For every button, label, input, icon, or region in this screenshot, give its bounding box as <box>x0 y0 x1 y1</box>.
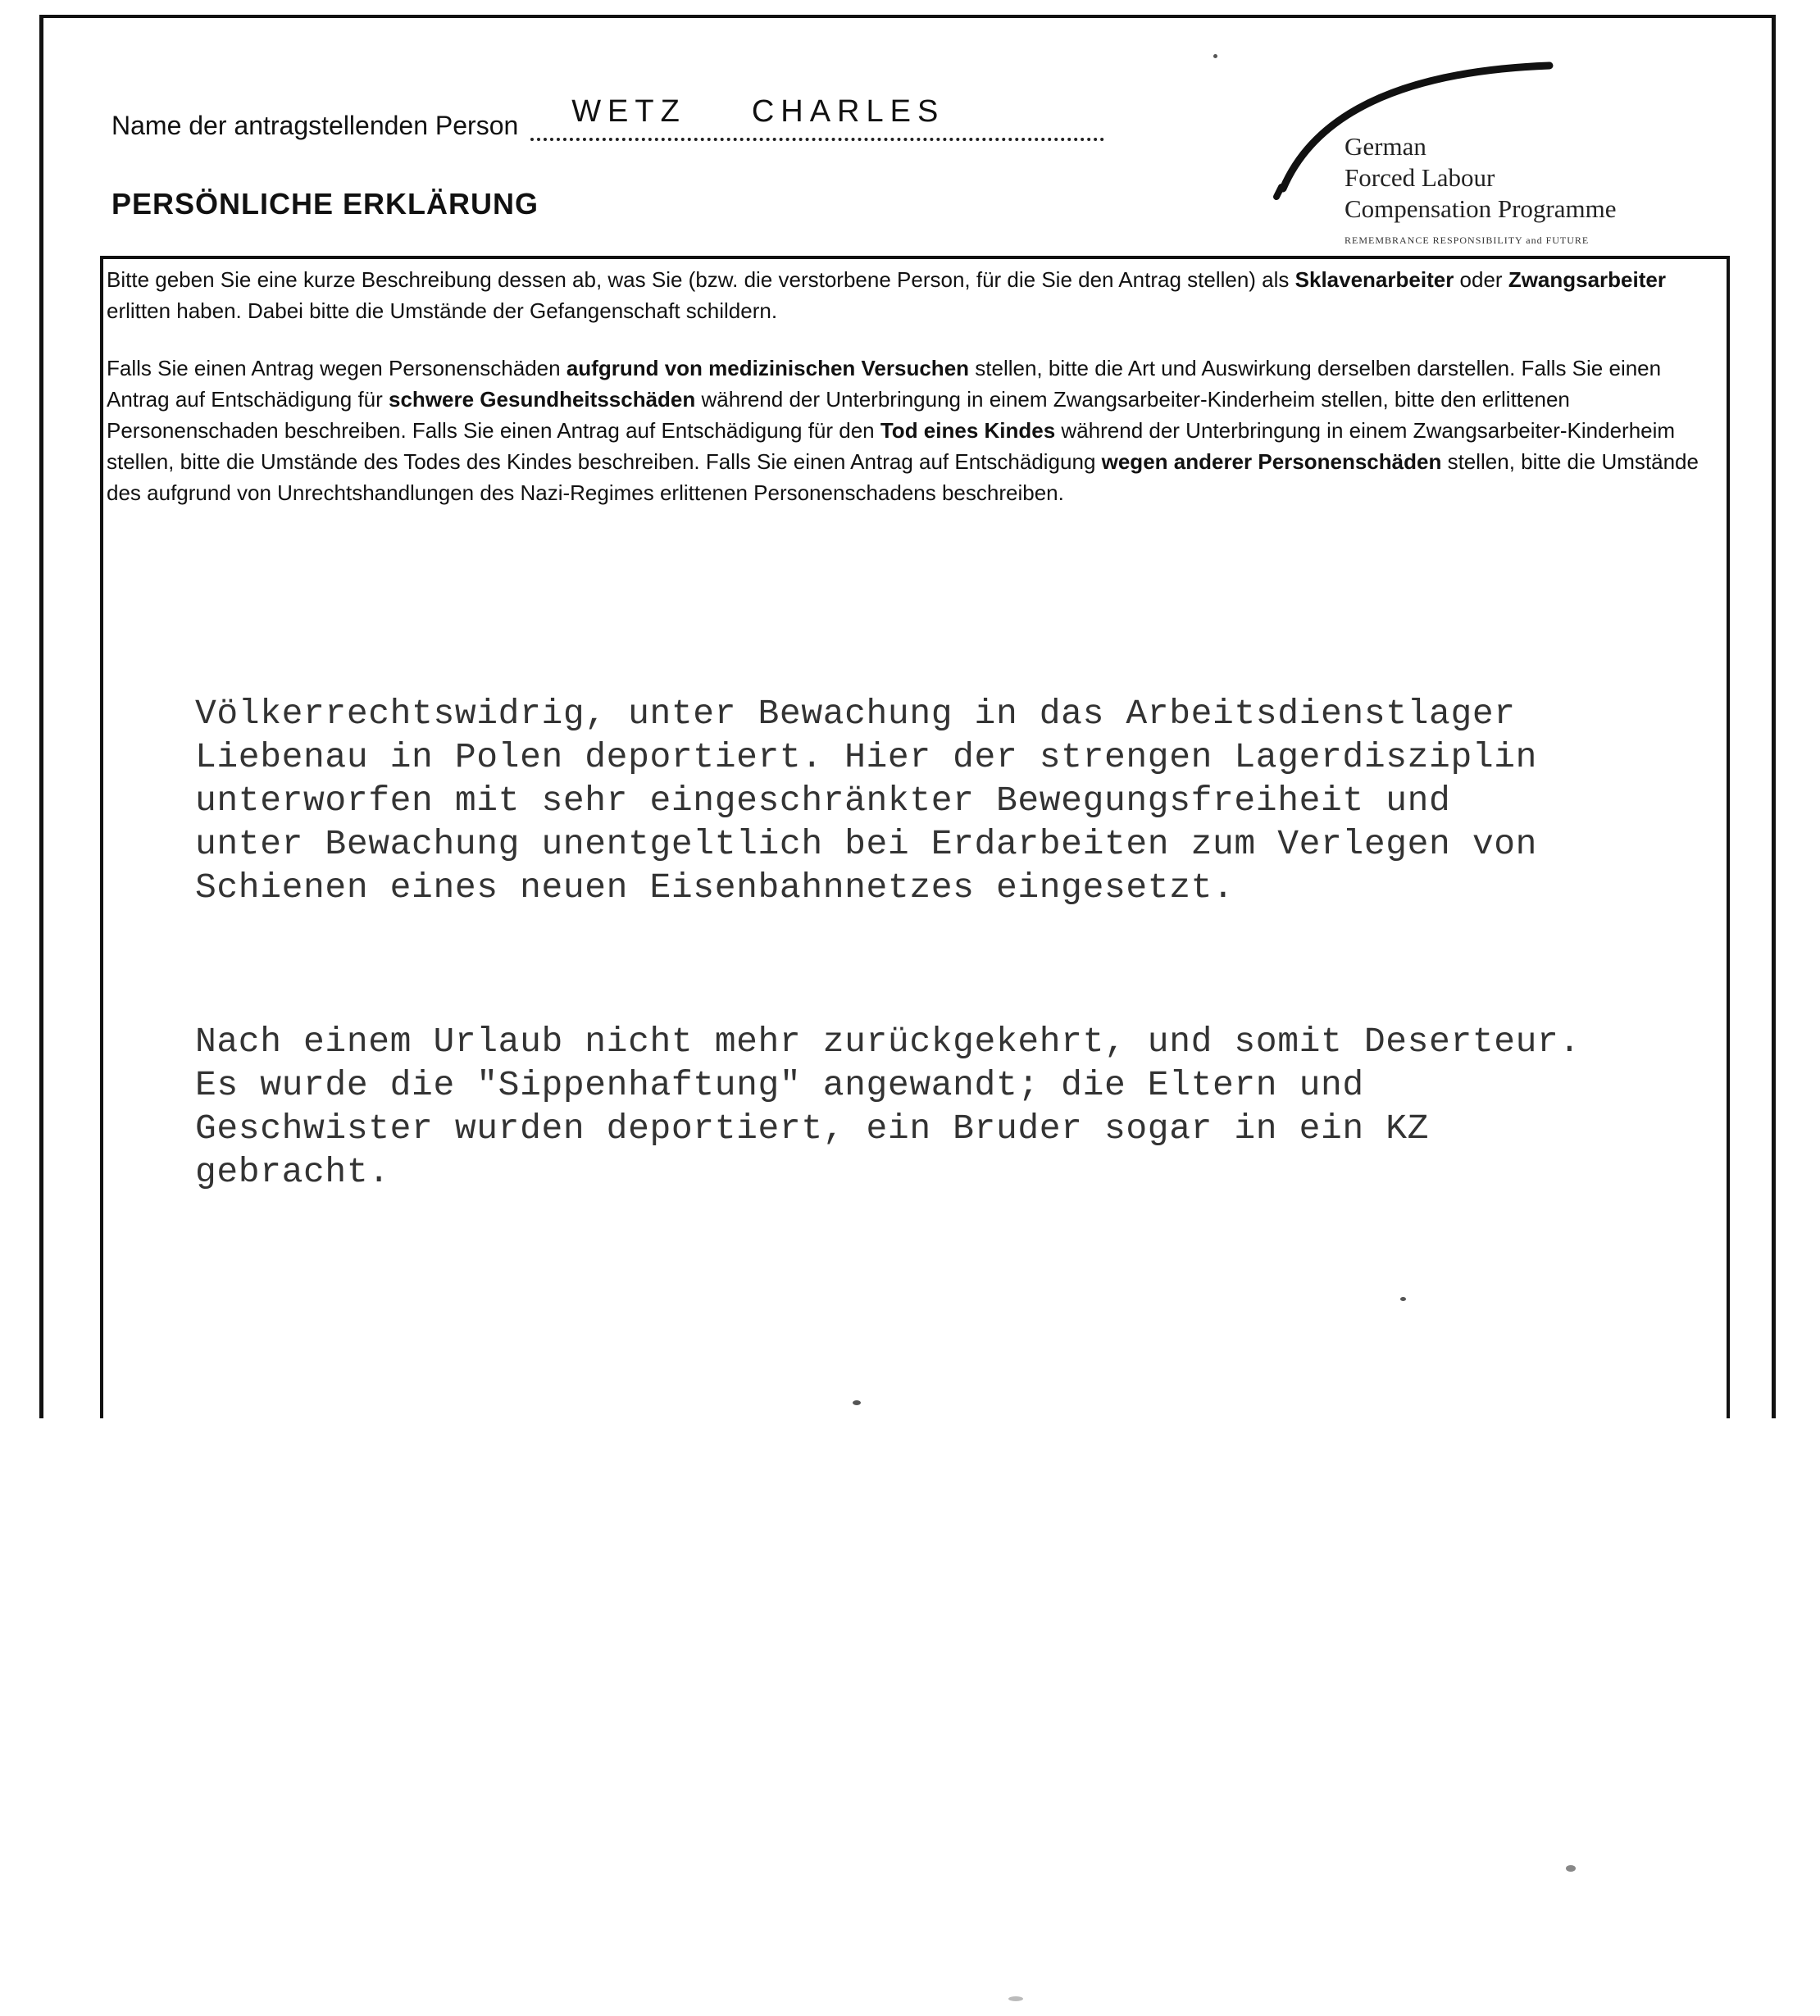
instruction-text: stellen, bitte die Art und Auswirkung derselben darstellen. Falls Sie einen Antrag auf Entschädigung für <box>107 356 1662 412</box>
scan-speck <box>1008 1996 1023 2001</box>
statement-paragraph-1 <box>195 692 1720 909</box>
scan-speck <box>1566 1865 1576 1872</box>
logo-tagline: REMEMBRANCE RESPONSIBILITY and FUTURE <box>1345 234 1590 246</box>
instruction-text: stellen, bitte die Umstände des aufgrund von Unrechtshandlungen des Nazi-Regimes erlittenen Personenschadens beschreiben. <box>107 449 1699 505</box>
applicant-handwritten-name <box>571 94 944 130</box>
logo-line-german: German <box>1345 132 1426 161</box>
instruction-text: während der Unterbringung in einem Zwangsarbeiter-Kinderheim stellen, bitte den erlittenen Personenschaden beschreiben. Falls Sie einen Antrag auf Entschädigung für den <box>107 387 1570 443</box>
emphasis-text: aufgrund von medizinischen Versuchen <box>566 356 970 380</box>
instruction-text: während der Unterbringung in einem Zwangsarbeiter-Kinderheim stellen, bitte die Umstände des Todes des Kindes beschreiben. Falls Sie einen Antrag auf Entschädigung <box>107 418 1676 474</box>
instructions-paragraph-2 <box>107 353 1713 508</box>
instructions <box>107 264 1713 535</box>
logo-text <box>1345 131 1616 225</box>
statement-line: Schienen eines neuen Eisenbahnnetzes eingesetzt. <box>195 867 1235 908</box>
logo-line-forced-labour: Forced Labour <box>1345 163 1495 192</box>
instruction-text: oder <box>1454 267 1508 292</box>
applicant-name-row <box>111 94 1120 141</box>
emphasis-text: Tod eines Kindes <box>880 418 1056 443</box>
emphasis-text: schwere Gesundheitsschäden <box>389 387 696 412</box>
statement-line: gebracht. <box>195 1152 390 1192</box>
emphasis-text: Sklavenarbeiter <box>1294 267 1454 292</box>
statement-line: Geschwister wurden deportiert, ein Bruder sogar in ein KZ <box>195 1108 1430 1149</box>
applicant-name-field[interactable] <box>530 94 1104 141</box>
logo-line-compensation: Compensation Programme <box>1345 194 1617 223</box>
statement-line: Liebenau in Polen deportiert. Hier der strengen Lagerdisziplin <box>195 737 1538 777</box>
scan-speck <box>1213 54 1217 58</box>
statement-line: Es wurde die "Sippenhaftung" angewandt; die Eltern und <box>195 1065 1364 1105</box>
instructions-paragraph-1 <box>107 264 1713 326</box>
applicant-name-label: Name der antragstellenden Person <box>111 111 519 140</box>
statement-paragraph-2 <box>195 1020 1720 1194</box>
statement-line: unter Bewachung unentgeltlich bei Erdarbeiten zum Verlegen von <box>195 824 1538 864</box>
instruction-text: Falls Sie einen Antrag wegen Personenschäden <box>107 356 566 380</box>
statement-line: Nach einem Urlaub nicht mehr zurückgekehrt, und somit Deserteur. <box>195 1022 1581 1062</box>
scan-speck <box>853 1400 861 1405</box>
programme-logo <box>1267 57 1677 254</box>
applicant-first-name: CHARLES <box>751 94 945 129</box>
statement-line: unterworfen mit sehr eingeschränkter Bewegungsfreiheit und <box>195 780 1451 821</box>
instruction-text: erlitten haben. Dabei bitte die Umstände der Gefangenschaft schildern. <box>107 298 778 323</box>
emphasis-text: Zwangsarbeiter <box>1508 267 1666 292</box>
page-title: PERSÖNLICHE ERKLÄRUNG <box>111 187 539 221</box>
typed-statement <box>195 605 1720 1261</box>
statement-line: Völkerrechtswidrig, unter Bewachung in das Arbeitsdienstlager <box>195 694 1516 734</box>
emphasis-text: wegen anderer Personenschäden <box>1101 449 1442 474</box>
instruction-text: Bitte geben Sie eine kurze Beschreibung dessen ab, was Sie (bzw. die verstorbene Person, für die Sie den Antrag stellen) als <box>107 267 1295 292</box>
scan-speck <box>1400 1297 1406 1301</box>
applicant-surname: WETZ <box>571 94 686 129</box>
